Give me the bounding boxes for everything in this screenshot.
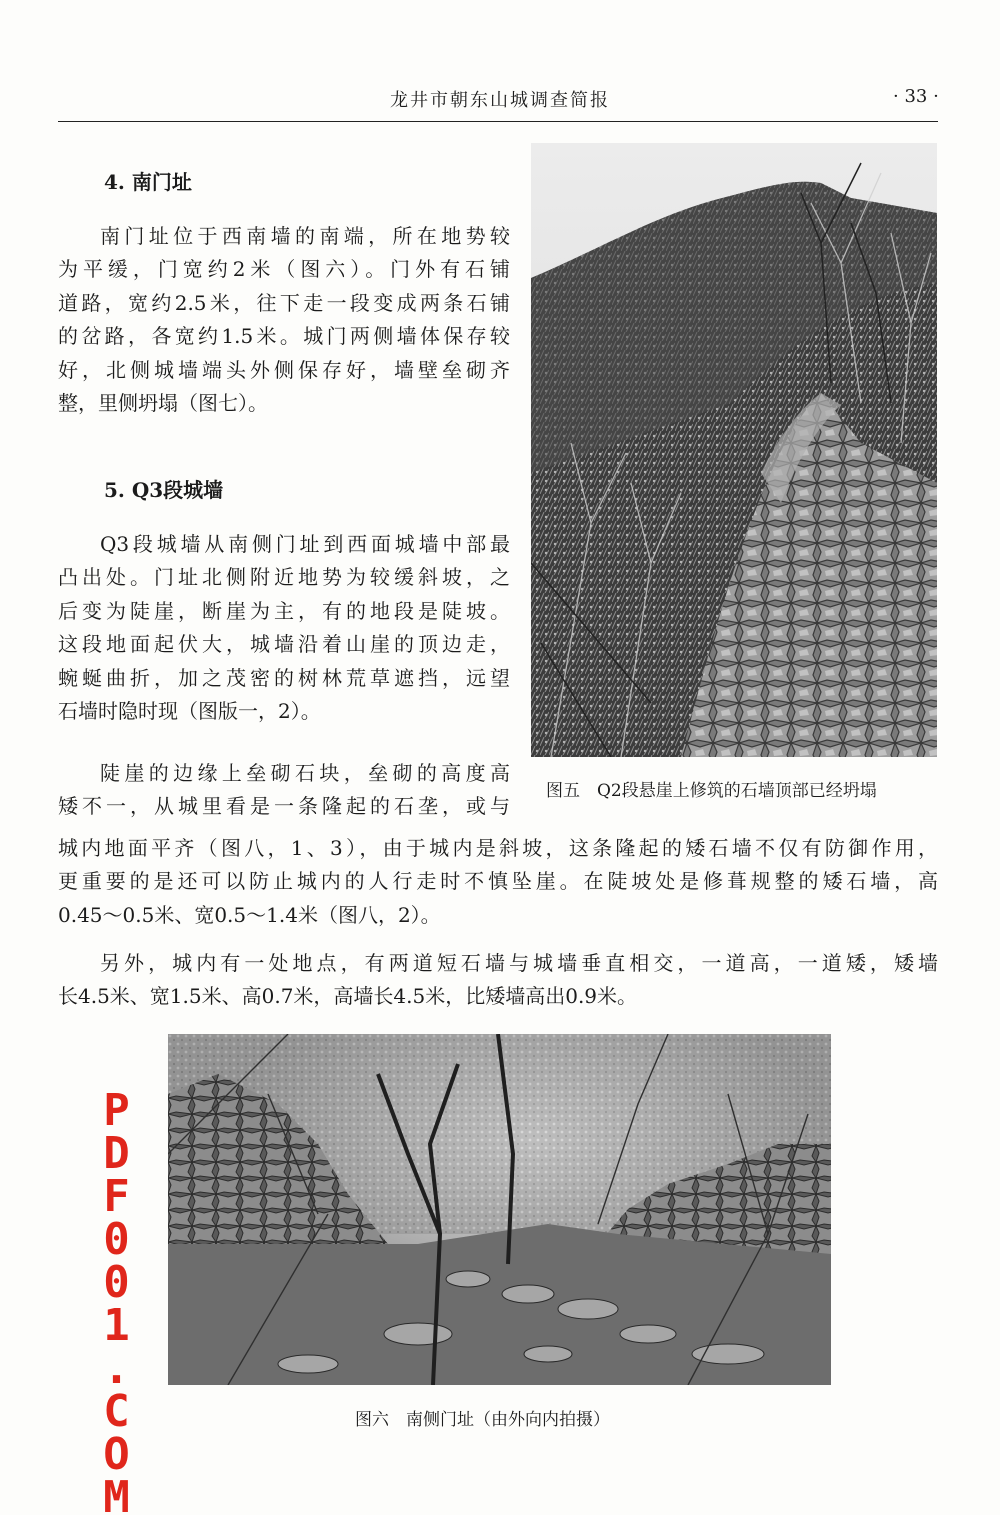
text-line: 道路，宽约2.5米，往下走一段变成两条石铺 xyxy=(58,290,510,315)
text-line: 矮不一，从城里看是一条隆起的石垄，或与 xyxy=(58,794,510,819)
watermark-logo: PDF001.COM xyxy=(91,1085,142,1515)
paragraph-q3-intro xyxy=(58,528,510,728)
paragraph-south-gate xyxy=(58,220,510,420)
text-line: 的岔路，各宽约1.5米。城门两侧墙体保存较 xyxy=(58,324,510,349)
section-heading-q3-wall: 5. Q3段城墙 xyxy=(104,478,224,502)
running-title: 龙井市朝东山城调查简报 xyxy=(390,90,610,111)
paragraph-short-walls xyxy=(58,947,938,1014)
text-line: 更重要的是还可以防止城内的人行走时不慎坠崖。在陡坡处是修葺规整的矮石墙，高 xyxy=(58,869,938,894)
hillside-wall-photo xyxy=(531,143,937,757)
text-line: 凸出处。门址北侧附近地势为较缓斜坡，之 xyxy=(58,565,510,590)
text-line: Q3段城墙从南侧门址到西面城墙中部最 xyxy=(100,532,510,556)
text-line: 好，北侧城墙端头外侧保存好，墙壁垒砌齐 xyxy=(58,357,510,382)
text-line: 这段地面起伏大，城墙沿着山崖的顶边走， xyxy=(58,632,510,657)
text-line: 长4.5米、宽1.5米、高0.7米，高墙长4.5米，比矮墙高出0.9米。 xyxy=(58,984,638,1009)
text-line: 石墙时隐时现（图版一，2）。 xyxy=(58,699,321,724)
paragraph-cliff-edge-continued xyxy=(58,832,938,932)
text-line: 整，里侧坍塌（图七）。 xyxy=(58,391,268,416)
text-line: 陡崖的边缘上垒砌石块，垒砌的高度高 xyxy=(100,761,510,785)
section-heading-south-gate: 4. 南门址 xyxy=(104,170,192,194)
text-line: 另外，城内有一处地点，有两道短石墙与城墙垂直相交，一道高，一道矮，矮墙 xyxy=(100,951,938,975)
header-rule xyxy=(58,121,938,122)
figure-5-caption: 图五 Q2段悬崖上修筑的石墙顶部已经坍塌 xyxy=(546,781,877,801)
paragraph-cliff-edge xyxy=(58,757,510,824)
figure-6-photo xyxy=(168,1034,831,1385)
figure-5-photo xyxy=(531,143,937,757)
text-line: 蜿蜒曲折，加之茂密的树林荒草遮挡，远望 xyxy=(58,665,510,690)
text-line: 南门址位于西南墙的南端，所在地势较 xyxy=(100,224,510,248)
south-gate-photo xyxy=(168,1034,831,1385)
text-line: 后变为陡崖，断崖为主，有的地段是陡坡。 xyxy=(58,598,510,623)
text-line: 城内地面平齐（图八，1、3），由于城内是斜坡，这条隆起的矮石墙不仅有防御作用， xyxy=(58,836,938,860)
figure-6-caption: 图六 南侧门址（由外向内拍摄） xyxy=(355,1410,610,1430)
text-line: 0.45～0.5米、宽0.5～1.4米（图八，2）。 xyxy=(58,902,441,927)
text-line: 为平缓，门宽约2米（图六）。门外有石铺 xyxy=(58,257,510,282)
page-number: · 33 · xyxy=(893,86,939,107)
